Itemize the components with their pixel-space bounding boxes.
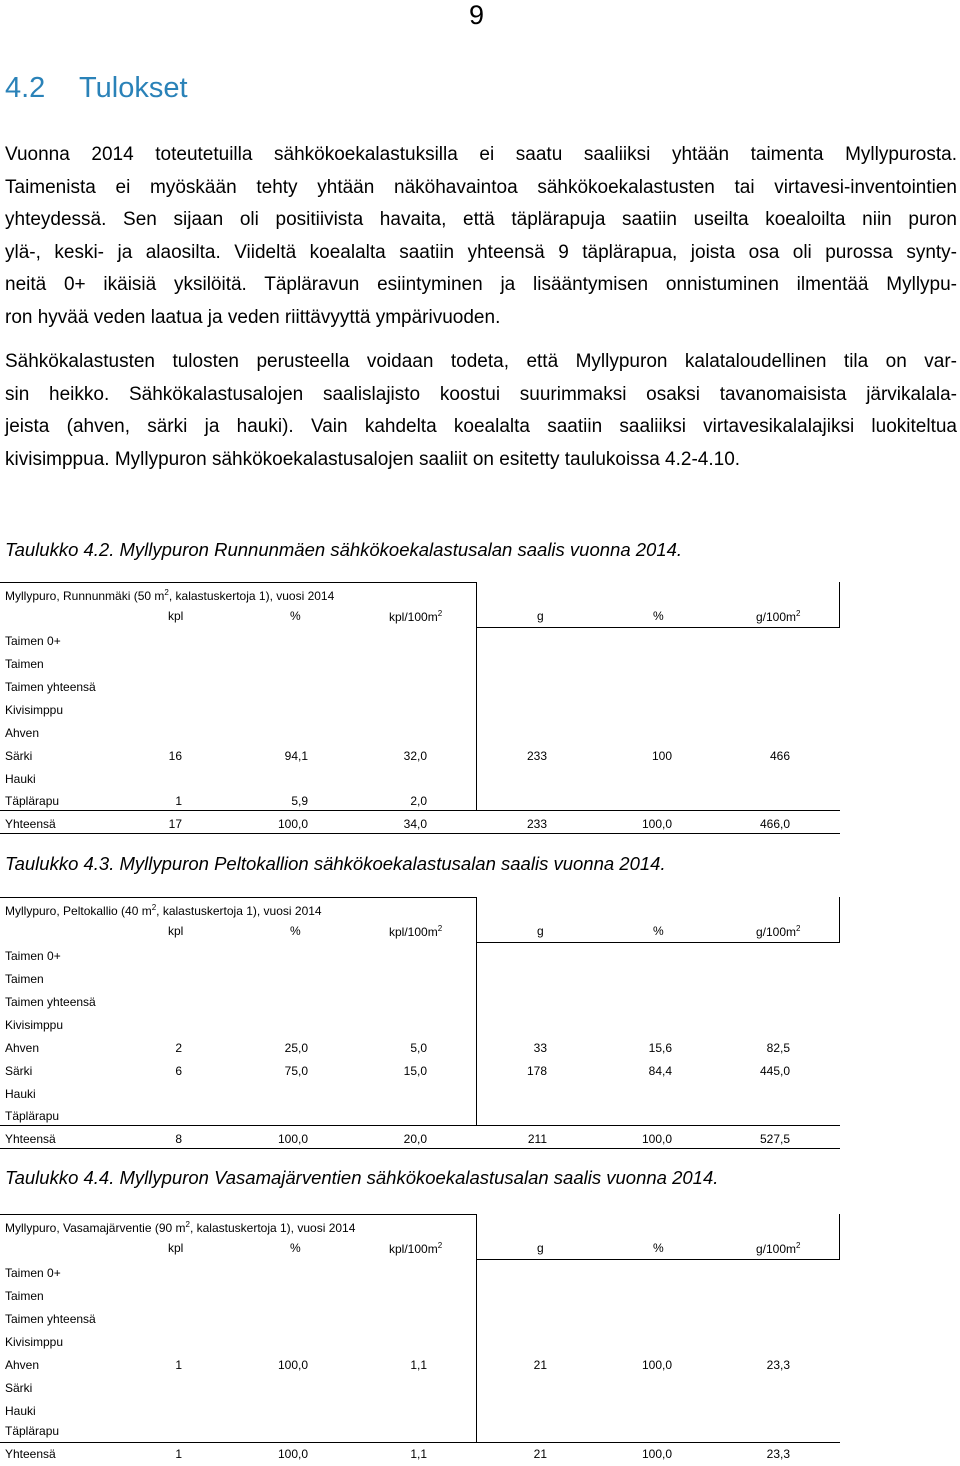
section-title: Tulokset <box>79 72 188 104</box>
table-header-row <box>0 924 840 946</box>
header-percent: % <box>653 609 664 623</box>
text-line: Vuonna 2014 toteutetuilla sähkökoekalastuksilla ei saatu saaliiksi yhtään taimenta Myllypurosta. <box>5 144 957 165</box>
cell-g-per-100m2: 466 <box>769 749 790 763</box>
text-line: jeista (ahven, särki ja hauki). Vain kahdelta koealalta saatiin saaliiksi virtavesikalalajiksi luokiteltua <box>5 416 957 438</box>
cell-kpl-percent: 100,0 <box>277 1447 308 1461</box>
header-kpl-per-100m2: kpl/$100m^2$ <box>389 1241 443 1256</box>
header-g-per-100m2: $g/100m^2$ <box>756 609 801 624</box>
species-label: Täplärapu <box>5 1109 60 1123</box>
table-rule <box>0 582 476 583</box>
species-label: Kivisimppu <box>5 703 64 717</box>
species-label: Taimen yhteensä <box>5 1312 96 1326</box>
table-caption: Taulukko 4.2. Myllypuron Runnunmäen sähkökoekalastusalan saalis vuonna 2014. <box>5 539 683 560</box>
cell-kpl-percent: 5,9 <box>291 794 308 808</box>
header-g-per-100m2: $g/100m^2$ <box>756 924 801 939</box>
table-header-row <box>0 609 840 631</box>
species-label: Hauki <box>5 1087 36 1101</box>
species-label: Kivisimppu <box>5 1018 64 1032</box>
header-g-per-100m2: $g/100m^2$ <box>756 1241 801 1256</box>
table-title <box>5 903 322 918</box>
cell-grams: 233 <box>526 817 547 831</box>
cell-grams-percent: 100,0 <box>641 1358 672 1372</box>
cell-kpl: 1 <box>175 794 182 808</box>
table-title-superscript: 2 <box>185 1220 190 1229</box>
species-label: Ahven <box>5 726 40 740</box>
text-line: ron hyvää veden laatua ja veden riittävyyttä ympärivuoden. <box>5 306 501 328</box>
table-title <box>5 1220 355 1235</box>
catch-table-vasamajarventie <box>0 1214 840 1466</box>
text-line: neitä 0+ ikäisiä yksilöitä. Täpläravun esiintyminen ja lisääntymisen onnistuminen ilmentää Myllypu- <box>5 274 957 296</box>
cell-kpl: 16 <box>168 749 182 763</box>
cell-grams-percent: 100 <box>651 749 672 763</box>
cell-kpl-percent: 75,0 <box>284 1064 308 1078</box>
table-row <box>0 1424 840 1446</box>
cell-kpl-percent: 100,0 <box>277 817 308 831</box>
species-label: Kivisimppu <box>5 1335 64 1349</box>
table-title-superscript: 2 <box>151 903 157 912</box>
table-row <box>0 680 840 702</box>
section-heading <box>5 72 188 105</box>
section-number: 4.2 <box>5 72 46 104</box>
cell-kpl-per-100m2: 15,0 <box>403 1064 427 1078</box>
cell-kpl: 6 <box>175 1064 182 1078</box>
total-label: Yhteensä <box>5 817 56 831</box>
species-label: Taimen 0+ <box>5 949 61 963</box>
cell-grams: 33 <box>533 1041 547 1055</box>
species-label: Taimen yhteensä <box>5 680 96 694</box>
species-label: Taimen yhteensä <box>5 995 96 1009</box>
page-number: 9 <box>469 0 485 30</box>
table-title <box>5 588 334 603</box>
cell-kpl-percent: 94,1 <box>284 749 308 763</box>
cell-grams: 21 <box>533 1358 547 1372</box>
table-row <box>0 972 840 994</box>
header-kpl: kpl <box>168 1241 184 1255</box>
catch-table-peltokallio <box>0 897 840 1149</box>
cell-kpl-per-100m2: 2,0 <box>410 794 427 808</box>
table-title-text: Myllypuro, Peltokallio (40 m <box>5 904 152 918</box>
table-title-superscript: 2 <box>164 588 169 597</box>
cell-grams: 178 <box>526 1064 547 1078</box>
species-label: Särki <box>5 749 33 763</box>
cell-grams-percent: 100,0 <box>641 1132 672 1146</box>
text-line: Sähkökalastusten tulosten perusteella voidaan todeta, että Myllypuron kalataloudellinen tila on var- <box>5 351 957 372</box>
text-line: yhteydessä. Sen sijaan oli positiivista havaita, että täplärapuja saatiin useilta koealoilta niin puron <box>5 209 957 231</box>
table-title-text: , kalastuskertoja 1), vuosi 2014 <box>156 904 322 918</box>
header-grams: g <box>537 609 544 623</box>
species-label: Taimen 0+ <box>5 1266 61 1280</box>
text-line: Taimenista ei myöskään tehty yhtään näköhavaintoa sähkökoekalastusten tai virtavesi-inventointien <box>5 176 957 198</box>
cell-kpl: 2 <box>175 1041 182 1055</box>
cell-kpl-percent: 100,0 <box>277 1358 308 1372</box>
species-label: Täplärapu <box>5 794 60 808</box>
header-percent: % <box>653 1241 664 1255</box>
text-line: ylä-, keski- ja alaosilta. Viideltä koealalta saatiin yhteensä 9 täplärapua, joista osa oli purossa synty- <box>5 241 957 263</box>
total-label: Yhteensä <box>5 1132 56 1146</box>
species-label: Täplärapu <box>5 1424 60 1438</box>
table-row <box>0 1041 840 1063</box>
cell-grams-percent: 84,4 <box>648 1064 672 1078</box>
table-caption: Taulukko 4.4. Myllypuron Vasamajärventien sähkökoekalastusalan saalis vuonna 2014. <box>5 1167 719 1188</box>
species-label: Hauki <box>5 772 36 786</box>
cell-grams: 211 <box>527 1132 547 1146</box>
cell-kpl-per-100m2: 1,1 <box>410 1447 427 1461</box>
table-rule <box>0 897 476 898</box>
table-row <box>0 995 840 1017</box>
table-caption: Taulukko 4.3. Myllypuron Peltokallion sähkökoekalastusalan saalis vuonna 2014. <box>5 853 666 874</box>
paragraph-conclusion <box>5 346 957 476</box>
table-row <box>0 703 840 725</box>
cell-g-per-100m2: 466,0 <box>759 817 790 831</box>
species-label: Särki <box>5 1381 33 1395</box>
table-row <box>0 1381 840 1403</box>
header-percent: % <box>290 609 301 623</box>
cell-g-per-100m2: 23,3 <box>766 1447 790 1461</box>
species-label: Ahven <box>5 1041 40 1055</box>
cell-g-per-100m2: 23,3 <box>766 1358 790 1372</box>
table-row <box>0 1109 840 1131</box>
table-row <box>0 1018 840 1040</box>
cell-grams-percent: 100,0 <box>641 817 672 831</box>
cell-kpl-percent: 100,0 <box>277 1132 308 1146</box>
species-label: Särki <box>5 1064 33 1078</box>
cell-kpl-per-100m2: 32,0 <box>403 749 427 763</box>
header-kpl-per-100m2: kpl/$100m^2$ <box>389 924 443 939</box>
header-grams: g <box>537 1241 544 1255</box>
header-percent: % <box>653 924 664 938</box>
cell-kpl: 8 <box>175 1132 182 1146</box>
cell-grams-percent: 100,0 <box>641 1447 672 1461</box>
cell-kpl-per-100m2: 1,1 <box>410 1358 427 1372</box>
cell-kpl: 1 <box>175 1447 182 1461</box>
cell-kpl: 17 <box>168 817 182 831</box>
header-percent: % <box>290 924 301 938</box>
species-label: Taimen 0+ <box>5 634 61 648</box>
species-label: Taimen <box>5 657 44 671</box>
cell-g-per-100m2: 527,5 <box>759 1132 790 1146</box>
cell-kpl-per-100m2: 34,0 <box>403 817 427 831</box>
table-total-row <box>0 817 840 839</box>
header-percent: % <box>290 1241 301 1255</box>
table-total-row <box>0 1132 840 1154</box>
cell-grams-percent: 15,6 <box>648 1041 672 1055</box>
header-kpl: kpl <box>168 609 184 623</box>
table-title-text: , kalastuskertoja 1), vuosi 2014 <box>168 589 335 603</box>
paragraph-results <box>5 139 957 335</box>
table-row <box>0 1266 840 1288</box>
table-row <box>0 726 840 748</box>
cell-kpl-per-100m2: 20,0 <box>403 1132 427 1146</box>
table-rule <box>0 1214 476 1215</box>
species-label: Taimen <box>5 1289 44 1303</box>
cell-grams: 233 <box>526 749 547 763</box>
header-grams: g <box>537 924 544 938</box>
species-label: Ahven <box>5 1358 40 1372</box>
cell-kpl-percent: 25,0 <box>284 1041 308 1055</box>
table-title-text: , kalastuskertoja 1), vuosi 2014 <box>189 1221 356 1235</box>
cell-grams: 21 <box>533 1447 547 1461</box>
table-row <box>0 749 840 771</box>
table-row <box>0 1404 840 1426</box>
table-row <box>0 1335 840 1357</box>
cell-kpl: 1 <box>175 1358 182 1372</box>
cell-kpl-per-100m2: 5,0 <box>410 1041 427 1055</box>
species-label: Hauki <box>5 1404 36 1418</box>
text-line: kivisimppua. Myllypuron sähkökoekalastusalojen saaliit on esitetty taulukoissa 4.2-4.10. <box>5 448 741 470</box>
table-title-text: Myllypuro, Vasamajärventie (90 m <box>5 1221 186 1235</box>
table-row <box>0 657 840 679</box>
total-label: Yhteensä <box>5 1447 56 1461</box>
table-row <box>0 1312 840 1334</box>
table-row <box>0 772 840 794</box>
species-label: Taimen <box>5 972 44 986</box>
table-row <box>0 1289 840 1311</box>
table-title-text: Myllypuro, Runnunmäki (50 m <box>5 589 165 603</box>
table-row <box>0 1087 840 1109</box>
catch-table-runnunmaki <box>0 582 840 834</box>
table-row <box>0 1064 840 1086</box>
table-header-row <box>0 1241 840 1263</box>
table-row <box>0 949 840 971</box>
table-row <box>0 794 840 816</box>
header-kpl-per-100m2: kpl/$100m^2$ <box>389 609 443 624</box>
table-row <box>0 1358 840 1380</box>
cell-g-per-100m2: 445,0 <box>759 1064 790 1078</box>
header-kpl: kpl <box>168 924 184 938</box>
table-row <box>0 634 840 656</box>
cell-g-per-100m2: 82,5 <box>766 1041 790 1055</box>
text-line: sin heikko. Sähkökalastusalojen saalislajisto koostui suurimmaksi osaksi tavanomaisista järvikalala- <box>5 383 957 405</box>
table-total-row <box>0 1447 840 1465</box>
